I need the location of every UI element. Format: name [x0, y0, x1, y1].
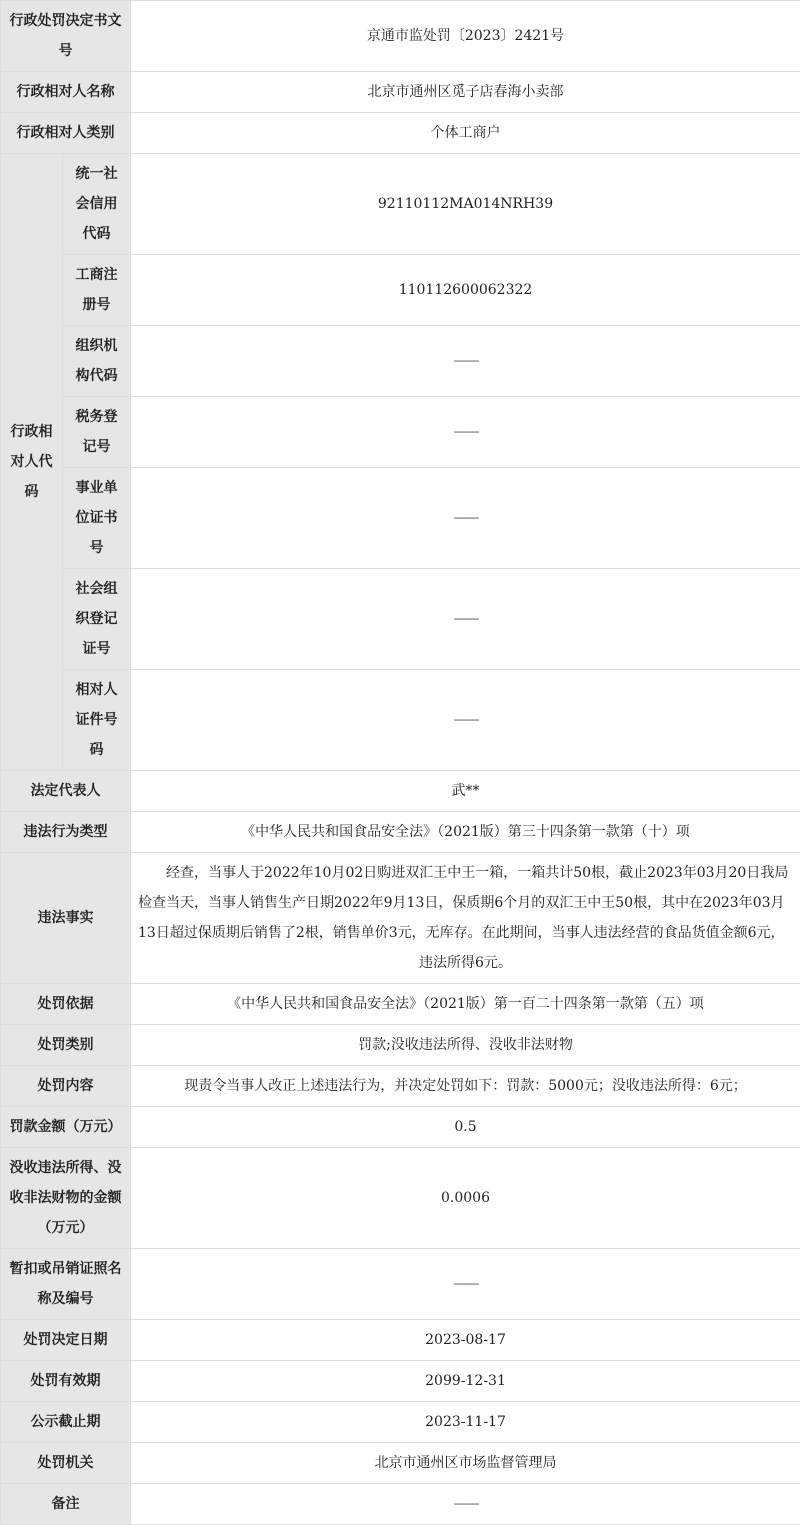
row-tax-reg-number — [1, 397, 800, 468]
org-code-value — [131, 326, 800, 397]
row-penalty-content — [1, 1066, 800, 1107]
legal-rep-label: 法定代表人 — [1, 771, 131, 812]
penalty-basis-value: 《中华人民共和国食品安全法》（2021版）第一百二十四条第一款第（五）项 — [131, 984, 800, 1025]
empty-dash: —— — [453, 353, 478, 369]
penalty-category-label: 处罚类别 — [1, 1025, 131, 1066]
row-org-code — [1, 326, 800, 397]
decision-date-label: 处罚决定日期 — [1, 1320, 131, 1361]
violation-type-label: 违法行为类型 — [1, 812, 131, 853]
decision-number-value: 京通市监处罚〔2023〕2421号 — [131, 1, 800, 72]
row-party-name — [1, 72, 800, 113]
credit-code-value: 92110112MA014NRH39 — [131, 154, 800, 255]
row-institution-cert — [1, 468, 800, 569]
violation-facts-label: 违法事实 — [1, 853, 131, 984]
fine-amount-value: 0.5 — [131, 1107, 800, 1148]
party-name-value: 北京市通州区觅子店春海小卖部 — [131, 72, 800, 113]
penalty-category-value: 罚款;没收违法所得、没收非法财物 — [131, 1025, 800, 1066]
row-credit-code — [1, 154, 800, 255]
confiscation-amount-value: 0.0006 — [131, 1148, 800, 1249]
institution-cert-label: 事业单位证书号 — [63, 468, 131, 569]
publicity-deadline-value: 2023-11-17 — [131, 1402, 800, 1443]
penalty-content-value: 现责令当事人改正上述违法行为，并决定处罚如下：罚款：5000元；没收违法所得：6元； — [131, 1066, 800, 1107]
row-penalty-basis — [1, 984, 800, 1025]
license-revocation-label: 暂扣或吊销证照名称及编号 — [1, 1249, 131, 1320]
authority-value: 北京市通州区市场监督管理局 — [131, 1443, 800, 1484]
row-remarks — [1, 1484, 800, 1525]
institution-cert-value — [131, 468, 800, 569]
org-code-label: 组织机构代码 — [63, 326, 131, 397]
empty-dash: —— — [453, 1496, 478, 1512]
violation-facts-value: 经查，当事人于2022年10月02日购进双汇王中王一箱，一箱共计50根，截止2023年03月20日我局检查当天，当事人销售生产日期2022年9月13日，保质期6个月的双汇王中王50根，其中在2023年03月13日超过保质期后销售了2根，销售单价3元，无库存。在此期间，当事人违法经营的食品货值金额6元，违法所得6元。 — [131, 853, 800, 984]
row-violation-facts — [1, 853, 800, 984]
remarks-label: 备注 — [1, 1484, 131, 1525]
authority-label: 处罚机关 — [1, 1443, 131, 1484]
row-social-org-cert — [1, 569, 800, 670]
empty-dash: —— — [453, 1276, 478, 1292]
row-business-reg-number — [1, 255, 800, 326]
business-reg-number-value: 110112600062322 — [131, 255, 800, 326]
party-name-label: 行政相对人名称 — [1, 72, 131, 113]
remarks-value — [131, 1484, 800, 1525]
decision-date-value: 2023-08-17 — [131, 1320, 800, 1361]
id-number-value — [131, 670, 800, 771]
validity-period-value: 2099-12-31 — [131, 1361, 800, 1402]
social-org-cert-label: 社会组织登记证号 — [63, 569, 131, 670]
license-revocation-value — [131, 1249, 800, 1320]
business-reg-number-label: 工商注册号 — [63, 255, 131, 326]
row-penalty-category — [1, 1025, 800, 1066]
row-decision-date — [1, 1320, 800, 1361]
row-publicity-deadline — [1, 1402, 800, 1443]
confiscation-amount-label: 没收违法所得、没收非法财物的金额（万元） — [1, 1148, 131, 1249]
row-violation-type — [1, 812, 800, 853]
row-authority — [1, 1443, 800, 1484]
social-org-cert-value — [131, 569, 800, 670]
row-validity-period — [1, 1361, 800, 1402]
empty-dash: —— — [453, 712, 478, 728]
row-confiscation-amount — [1, 1148, 800, 1249]
id-number-label: 相对人证件号码 — [63, 670, 131, 771]
empty-dash: —— — [453, 611, 478, 627]
legal-rep-value: 武** — [131, 771, 800, 812]
row-legal-rep — [1, 771, 800, 812]
credit-code-label: 统一社会信用代码 — [63, 154, 131, 255]
row-decision-number — [1, 1, 800, 72]
decision-number-label: 行政处罚决定书文号 — [1, 1, 131, 72]
party-codes-group-label: 行政相对人代码 — [1, 154, 63, 771]
row-license-revocation — [1, 1249, 800, 1320]
publicity-deadline-label: 公示截止期 — [1, 1402, 131, 1443]
empty-dash: —— — [453, 424, 478, 440]
penalty-content-label: 处罚内容 — [1, 1066, 131, 1107]
fine-amount-label: 罚款金额（万元） — [1, 1107, 131, 1148]
row-party-type — [1, 113, 800, 154]
empty-dash: —— — [453, 510, 478, 526]
violation-type-value: 《中华人民共和国食品安全法》（2021版）第三十四条第一款第（十）项 — [131, 812, 800, 853]
party-type-value: 个体工商户 — [131, 113, 800, 154]
tax-reg-number-label: 税务登记号 — [63, 397, 131, 468]
penalty-basis-label: 处罚依据 — [1, 984, 131, 1025]
row-id-number — [1, 670, 800, 771]
tax-reg-number-value — [131, 397, 800, 468]
row-fine-amount — [1, 1107, 800, 1148]
party-type-label: 行政相对人类别 — [1, 113, 131, 154]
validity-period-label: 处罚有效期 — [1, 1361, 131, 1402]
